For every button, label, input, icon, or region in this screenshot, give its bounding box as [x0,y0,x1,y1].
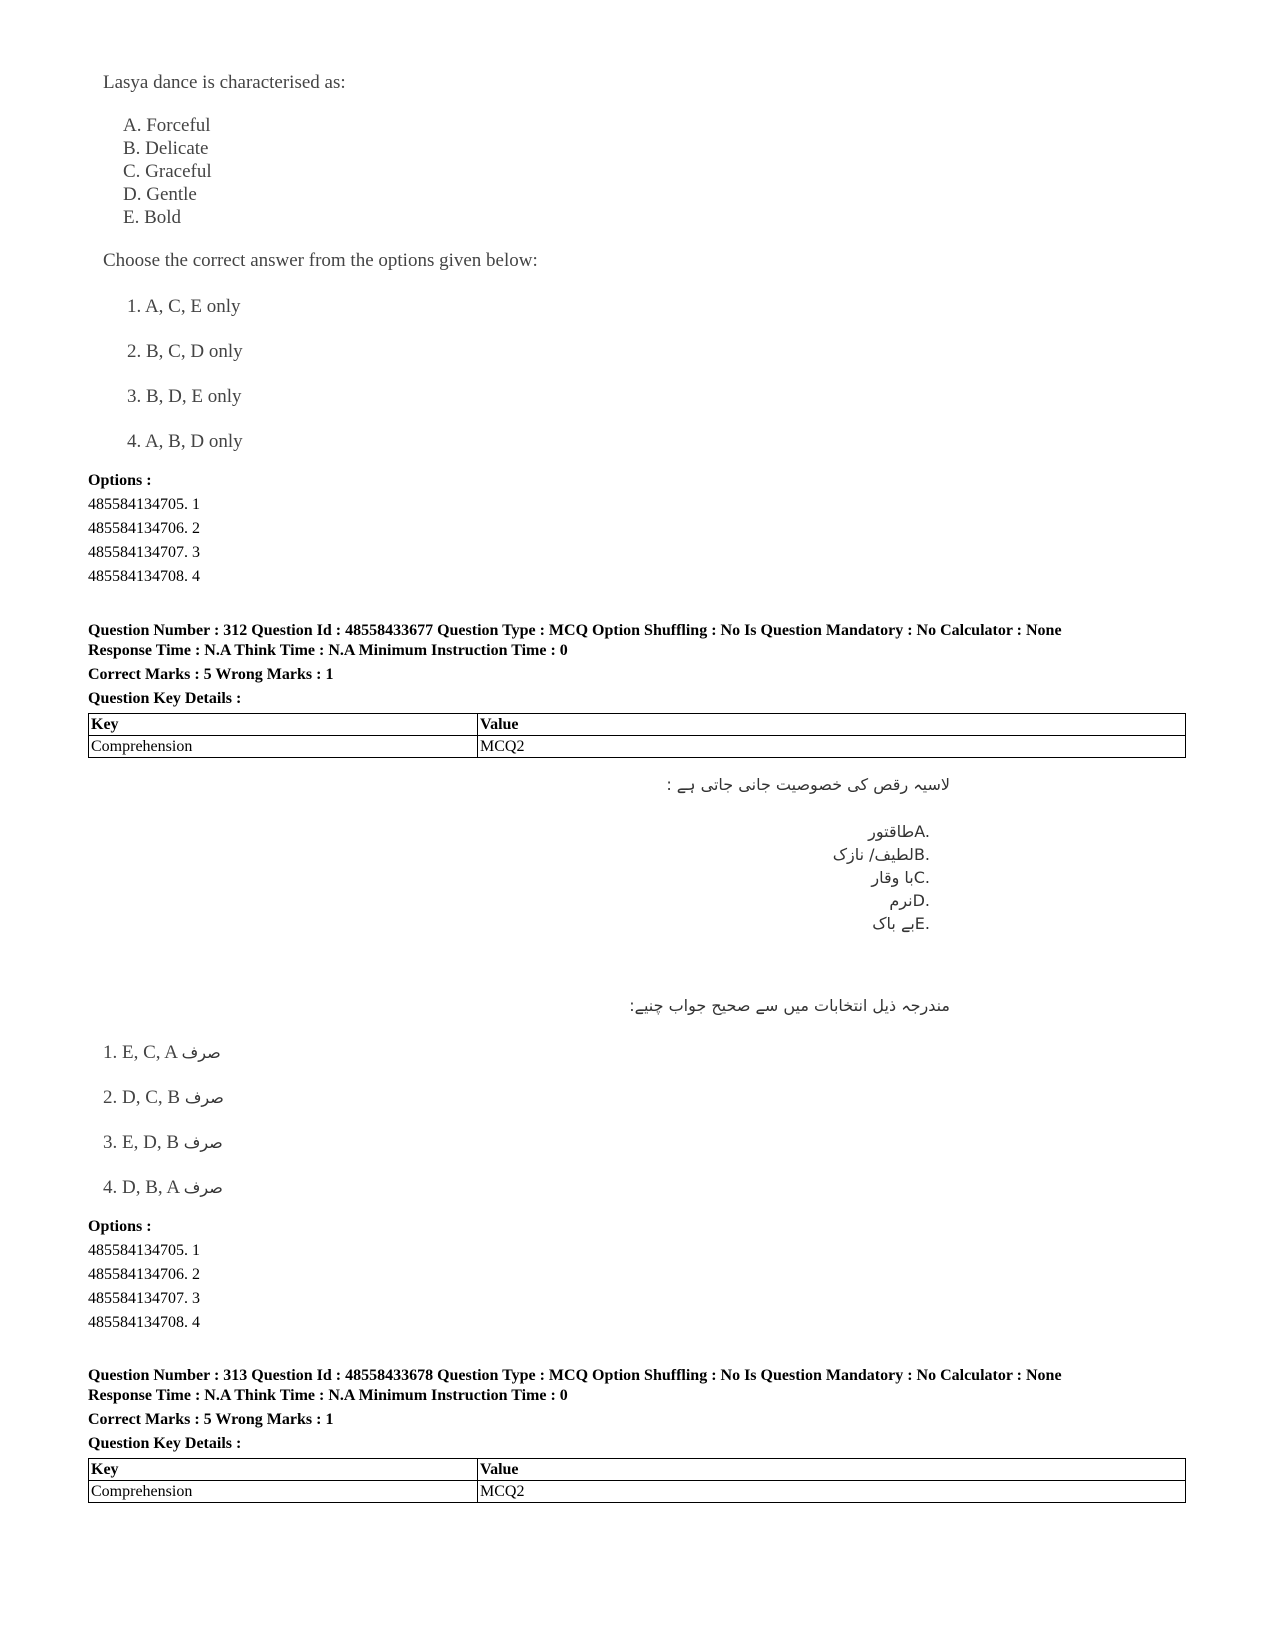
key-details-label: Question Key Details : [88,1435,242,1452]
answer-choice: 2. B, C, D only [127,341,243,362]
answer-choice: 4. A, B, D only [127,431,243,452]
option-id: 485584134708. 4 [88,1314,200,1331]
answer-choice: 3. B, D, E only [127,386,242,407]
table-header-key: Key [89,1459,478,1481]
urdu-answer-instruction: مندرجہ ذیل انتخابات میں سے صحیح جواب چنیے: [629,996,950,1015]
statement-item: E. Bold [123,207,182,228]
table-header-key: Key [89,714,478,736]
question-stem: Lasya dance is characterised as: [103,72,346,93]
table-header-row [89,714,1186,736]
table-cell-value: MCQ2 [478,736,1186,758]
option-id: 485584134706. 2 [88,1266,200,1283]
statement-item: B. Delicate [123,138,209,159]
answer-choice: 1. E, C, A صرف [103,1042,221,1063]
urdu-statement-item: طاقتورA. [868,822,930,841]
key-details-table [88,1458,1186,1503]
question-meta-line: Question Number : 312 Question Id : 48558433677 Question Type : MCQ Option Shuffling : No Is Question Mandatory : No Calculator : None [88,622,1062,639]
key-details-label: Question Key Details : [88,690,242,707]
urdu-statement-item: لطیف/ نازکB. [832,845,930,864]
option-id: 485584134707. 3 [88,1290,200,1307]
option-id: 485584134708. 4 [88,568,200,585]
statement-item: D. Gentle [123,184,197,205]
options-label: Options : [88,1218,152,1235]
marks-line: Correct Marks : 5 Wrong Marks : 1 [88,666,334,683]
marks-line: Correct Marks : 5 Wrong Marks : 1 [88,1411,334,1428]
option-id: 485584134705. 1 [88,1242,200,1259]
urdu-statement-item: بے باکE. [872,914,930,933]
key-details-table [88,713,1186,758]
table-cell-value: MCQ2 [478,1481,1186,1503]
answer-choice: 1. A, C, E only [127,296,241,317]
statement-item: C. Graceful [123,161,212,182]
answer-instruction: Choose the correct answer from the options given below: [103,250,538,271]
answer-choice: 3. E, D, B صرف [103,1132,223,1153]
table-cell-key: Comprehension [89,736,478,758]
answer-choice: 4. D, B, A صرف [103,1177,223,1198]
table-header-row [89,1459,1186,1481]
question-meta-line: Response Time : N.A Think Time : N.A Minimum Instruction Time : 0 [88,642,568,659]
answer-choice: 2. D, C, B صرف [103,1087,224,1108]
urdu-statement-item: با وقارC. [871,868,930,887]
table-header-value: Value [478,714,1186,736]
question-meta-line: Question Number : 313 Question Id : 48558433678 Question Type : MCQ Option Shuffling : No Is Question Mandatory : No Calculator : None [88,1367,1062,1384]
options-label: Options : [88,472,152,489]
table-row [89,736,1186,758]
option-id: 485584134705. 1 [88,496,200,513]
option-id: 485584134707. 3 [88,544,200,561]
statement-item: A. Forceful [123,115,211,136]
urdu-question-stem: لاسیہ رقص کی خصوصیت جانی جاتی ہے : [666,775,950,794]
table-cell-key: Comprehension [89,1481,478,1503]
table-header-value: Value [478,1459,1186,1481]
option-id: 485584134706. 2 [88,520,200,537]
table-row [89,1481,1186,1503]
question-meta-line: Response Time : N.A Think Time : N.A Minimum Instruction Time : 0 [88,1387,568,1404]
urdu-statement-item: نرمD. [889,891,930,910]
